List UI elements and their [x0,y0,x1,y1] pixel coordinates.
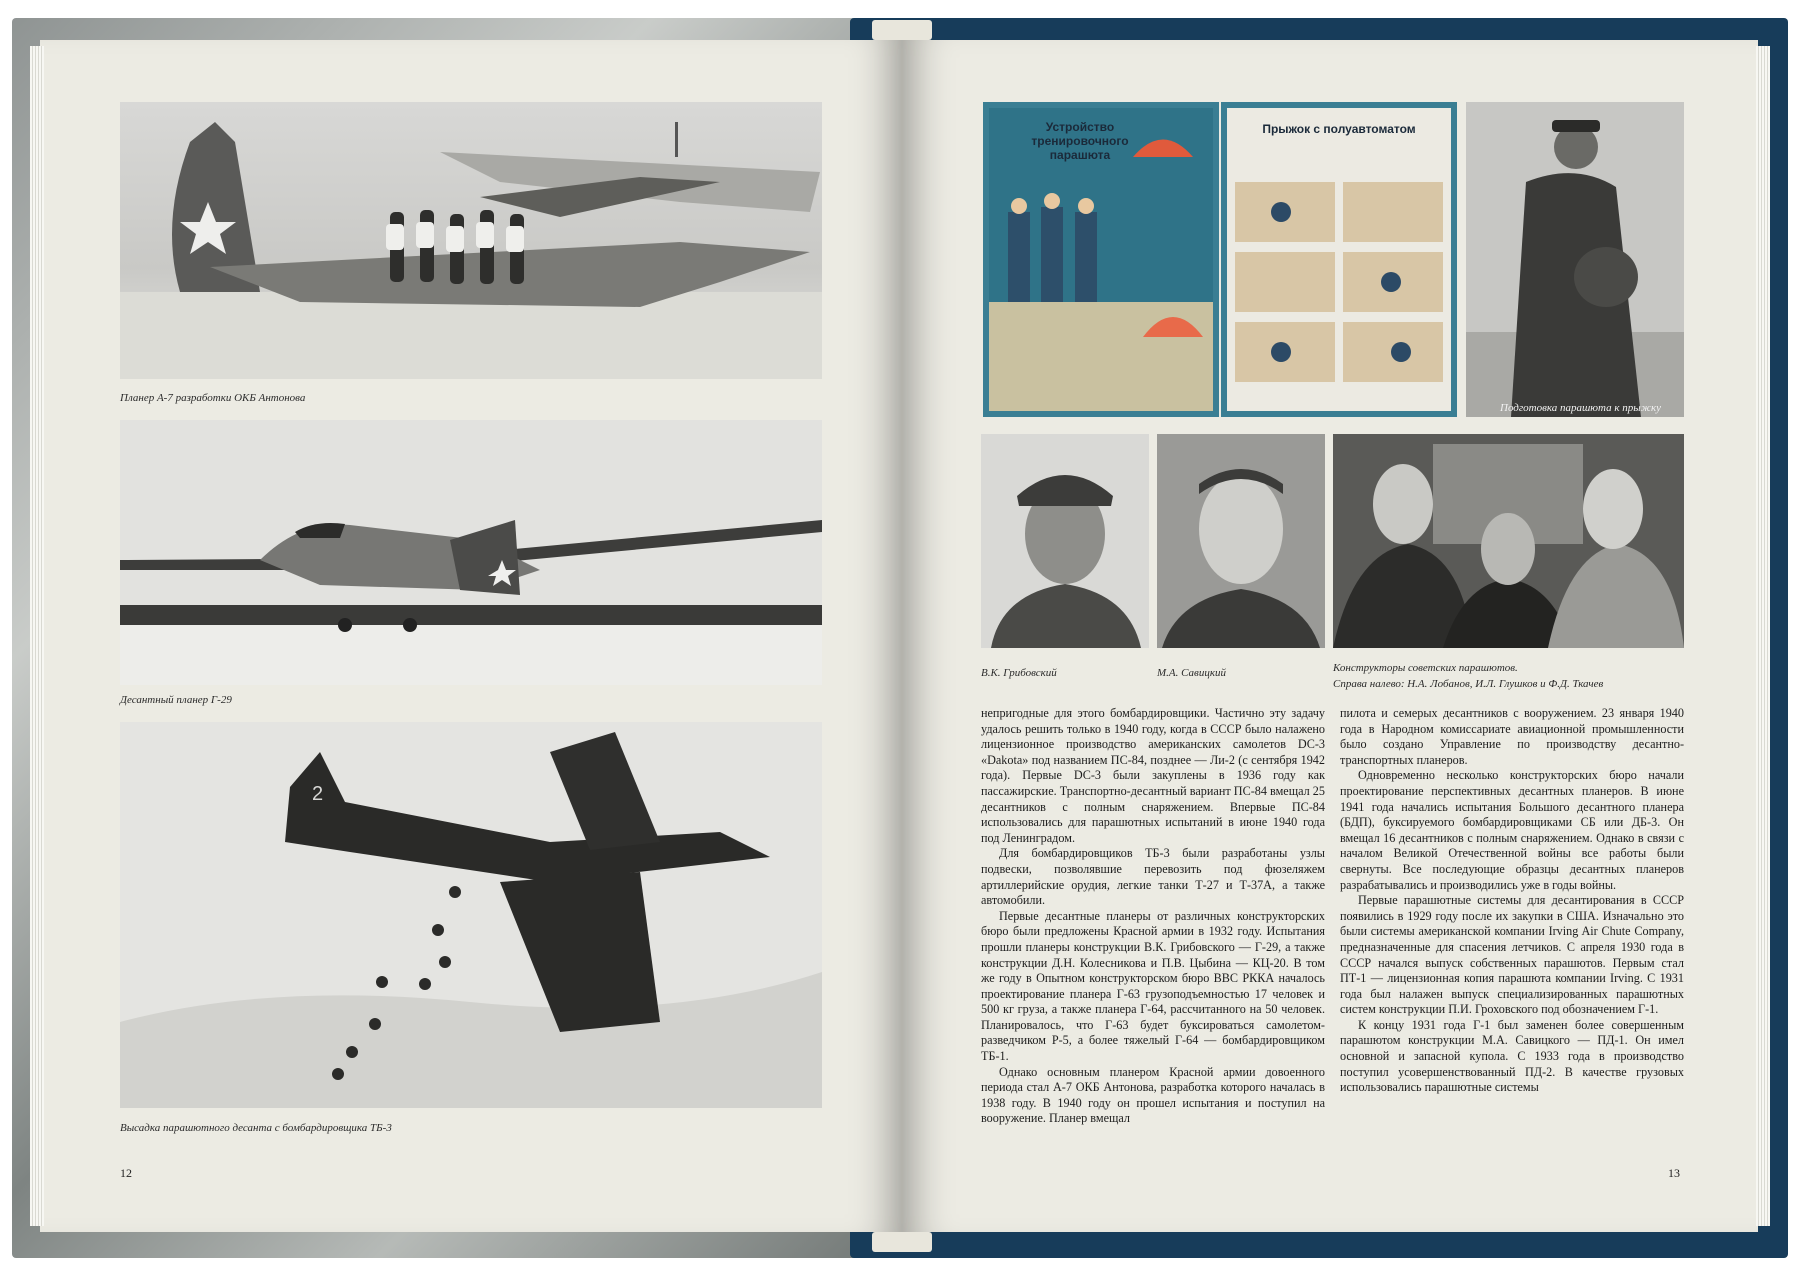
photo-overlay-caption: Подготовка парашюта к прыжку [1500,402,1661,414]
poster-title: Устройство тренировочного парашюта [1031,120,1129,162]
portrait-gribovsky [981,434,1149,648]
svg-text:2: 2 [312,783,324,805]
text-column-2 [1340,706,1684,1096]
portrait-caption: В.К. Грибовский [981,667,1057,679]
page-number-left: 12 [120,1166,132,1180]
spine-headband-bottom [872,1232,932,1252]
paragraph: Первые парашютные системы для десантирования в СССР появились в 1929 году после их закупки в США. Изначально это были системы американской компании Irving Air Chute Company, предназначенные для спасения летчиков. С апреля 1930 года в СССР начался выпуск собственных парашютов. Первым стал ПТ-1 — лицензионная копия парашюта компании Irving. С 1931 года был налажен выпуск специализированных парашютных систем конструкции П.И. Гроховского под обозначением Г-1. [1340,893,1684,1017]
group-caption-line2: Справа налево: Н.А. Лобанов, И.Л. Глушков и Ф.Д. Ткачев [1333,678,1604,690]
page-number-right: 13 [1668,1166,1680,1180]
parachutist-preparation-photo [1466,102,1684,417]
text-column-1 [981,706,1325,1127]
tb3-paratroopers-photo [120,722,822,1108]
left-page-edges [30,46,44,1226]
photo-caption: Высадка парашютного десанта с бомбардировщика ТБ-3 [120,1122,392,1134]
group-caption-line1: Конструкторы советских парашютов. [1333,662,1518,674]
right-page-edges [1756,46,1770,1226]
paragraph: непригодные для этого бомбардировщики. Частично эту задачу удалось решить только в 1940 году, когда в СССР было налажено лицензионное производство американских самолетов DC-3 «Dakota» под названием ПС-84, позднее — Ли-2 (с сентября 1942 года). Первые DC-3 были закуплены в 1936 году как пассажирские. Транспортно-десантный вариант ПС-84 вмещал 25 десантников с полным снаряжением. Впервые ПС-84 использовались для парашютных испытаний в июне 1940 года под Ленинградом. [981,706,1325,845]
photo-caption: Планер А-7 разработки ОКБ Антонова [120,392,306,404]
paragraph: К концу 1931 года Г-1 был заменен более совершенным парашютом конструкции М.А. Савицкого — ПД-1. Он имел основной и запасной купола. С 1933 года в производство поступил усовершенствованный ПД-2. В качестве грузовых использовались парашютные системы [1340,1017,1684,1095]
portrait-savitsky [1157,434,1325,648]
poster-jump-semiautomatic [1221,102,1457,417]
glider-g29-photo [120,420,822,685]
glider-a7-photo [120,102,822,379]
portrait-caption: М.А. Савицкий [1157,667,1226,679]
spine-headband-top [872,20,932,40]
paragraph: Первые десантные планеры от различных конструкторских бюро были предложены Красной армии в 1932 году. Испытания прошли планеры конструкции В.К. Грибовского — Г-29, а также конструкции Д.Н. Колесникова и П.В. Цыбина — КЦ-20. В том же году в Опытном конструкторском бюро ВВС РККА началось проектирование планера Г-63 грузоподъемностью 17 человек и 500 кг груза, а также планера Г-64, рассчитанного на 50 человек. Планировалось, что Г-63 будет буксироваться самолетом-разведчиком Р-5, а более тяжелый Г-64 — бомбардировщиком ТБ-1. [981,908,1325,1064]
paragraph: Для бомбардировщиков ТБ-3 были разработаны узлы подвески, позволявшие перевозить под фюзеляжем артиллерийские орудия, легкие танки Т-27 и Т-37А, а также автомобили. [981,846,1325,908]
poster-title: Прыжок с полуавтоматом [1262,122,1416,136]
paragraph: пилота и семерых десантников с вооружением. 23 января 1940 года в Народном комиссариате авиационной промышленности было создано Управление по производству десантно-транспортных планеров. [1340,706,1684,767]
paragraph: Однако основным планером Красной армии довоенного периода стал А-7 ОКБ Антонова, разработка которого началась в 1938 году. В 1940 году он прошел испытания и поступил на вооружение. Планер вмещал [981,1064,1325,1126]
photo-caption: Десантный планер Г-29 [120,694,232,706]
paragraph: Одновременно несколько конструкторских бюро начали проектирование перспективных десантных планеров. В июне 1941 года начались испытания Большого десантного планера (БДП), буксируемого бомбардировщиками СБ или ДБ-3. Он вмещал 16 десантников с полным снаряжением. Однако в связи с началом Великой Отечественной войны все работы были свернуты. Все последующие образцы десантных планеров разрабатывались и производились уже в годы войны. [1340,768,1684,892]
parachute-designers-photo [1333,434,1684,648]
